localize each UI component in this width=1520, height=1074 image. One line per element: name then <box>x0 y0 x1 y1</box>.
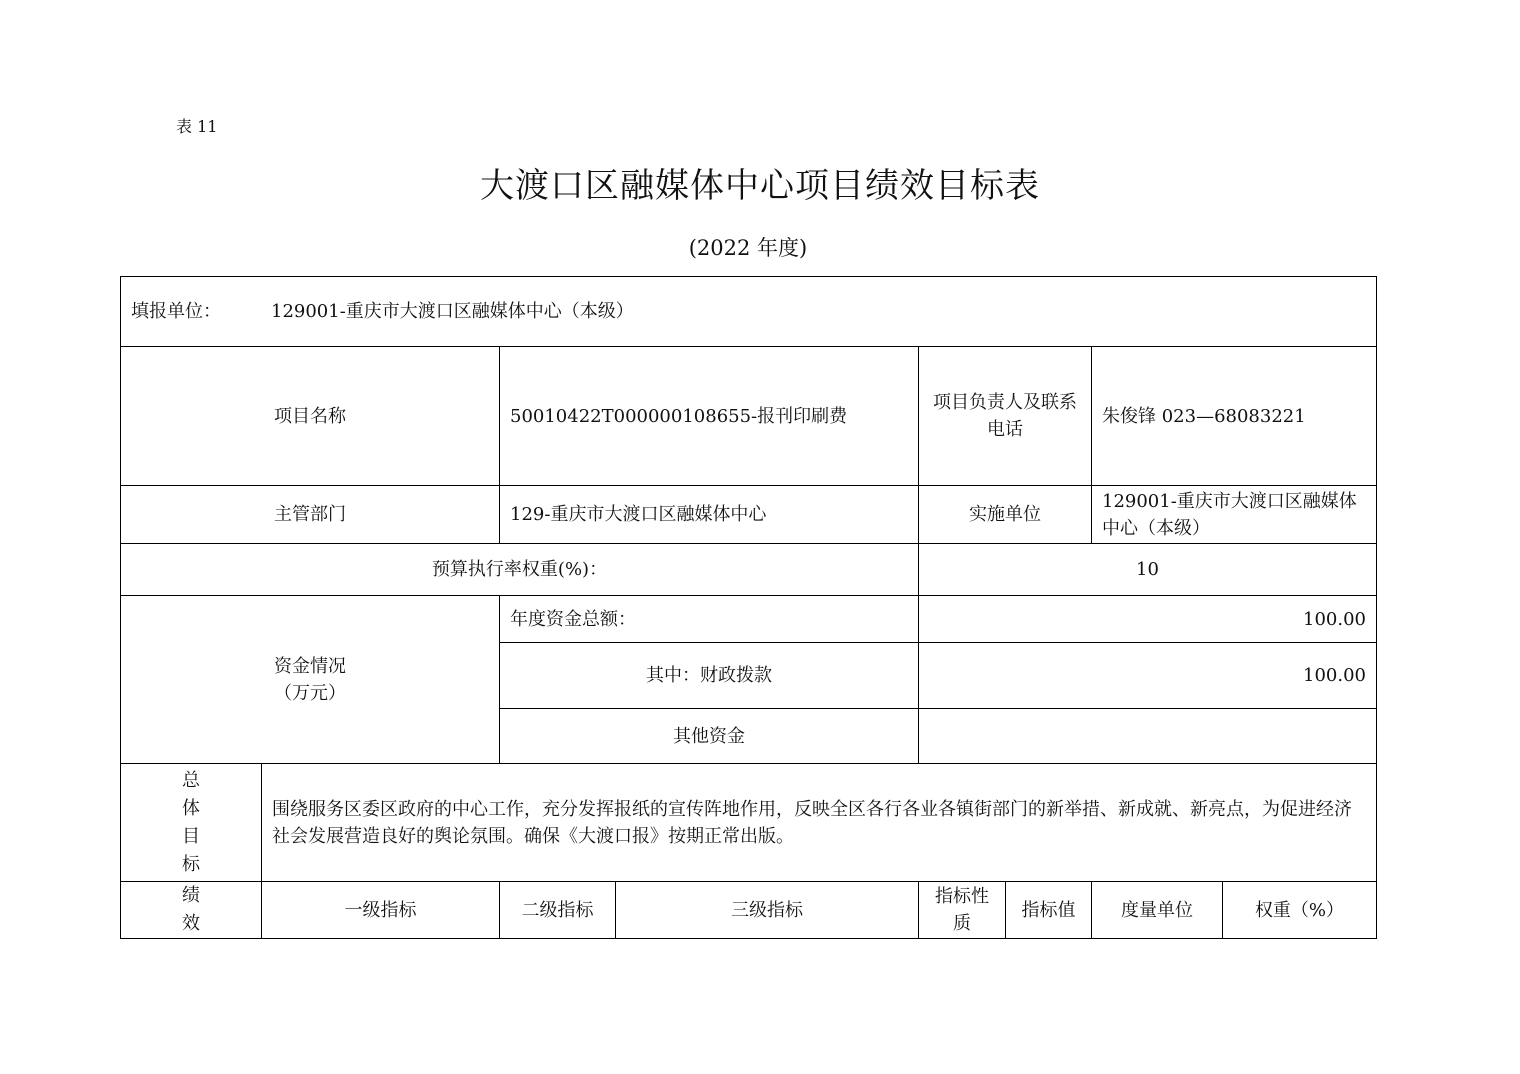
page-subtitle: (2022 年度) <box>688 236 808 260</box>
performance-table <box>120 276 1377 939</box>
budget-weight-value: 10 <box>918 543 1377 596</box>
dept-value: 129-重庆市大渡口区融媒体中心 <box>499 485 919 544</box>
goal-label <box>120 763 262 882</box>
fill-unit-label: 填报单位： <box>131 301 221 322</box>
fill-unit-value: 129001-重庆市大渡口区融媒体中心（本级） <box>271 301 634 322</box>
header-level1: 一级指标 <box>261 881 500 939</box>
header-weight: 权重（%） <box>1222 881 1377 939</box>
page-title: 大渡口区融媒体中心项目绩效目标表 <box>480 166 1040 206</box>
header-level3: 三级指标 <box>615 881 919 939</box>
fiscal-value: 100.00 <box>918 642 1377 709</box>
dept-label: 主管部门 <box>120 485 500 544</box>
goal-text: 围绕服务区委区政府的中心工作，充分发挥报纸的宣传阵地作用，反映全区各行各业各镇街部门的新举措、新成就、新亮点，为促进经济社会发展营造良好的舆论氛围。确保《大渡口报》按期正常出版。 <box>261 763 1377 882</box>
other-fund-label: 其他资金 <box>499 708 919 764</box>
goal-label-char: 标 <box>182 853 200 875</box>
fund-label-text: 资金情况（万元） <box>274 655 346 704</box>
header-level2: 二级指标 <box>499 881 616 939</box>
impl-value: 129001-重庆市大渡口区融媒体中心（本级） <box>1091 485 1377 544</box>
other-fund-value <box>918 708 1377 764</box>
annual-total-value: 100.00 <box>918 595 1377 643</box>
goal-label-char: 总 <box>182 769 200 791</box>
fiscal-label: 其中：财政拨款 <box>499 642 919 709</box>
goal-label-char: 体 <box>182 797 200 819</box>
header-unit: 度量单位 <box>1091 881 1223 939</box>
budget-weight-label: 预算执行率权重(%)： <box>120 543 919 596</box>
fund-label <box>120 595 500 764</box>
goal-label-char: 目 <box>182 825 200 847</box>
fill-unit-row <box>120 276 1377 347</box>
project-name-value: 50010422T000000108655-报刊印刷费 <box>499 346 919 486</box>
impl-label: 实施单位 <box>918 485 1092 544</box>
contact-value: 朱俊锋 023—68083221 <box>1091 346 1377 486</box>
perf-label <box>120 881 262 939</box>
perf-label-char: 绩 <box>182 885 200 906</box>
contact-label: 项目负责人及联系电话 <box>918 346 1092 486</box>
annual-total-label: 年度资金总额： <box>499 595 919 643</box>
table-number: 表 11 <box>176 117 218 136</box>
perf-label-char: 效 <box>182 913 200 934</box>
header-value: 指标值 <box>1005 881 1092 939</box>
project-name-label: 项目名称 <box>120 346 500 486</box>
header-nature: 指标性质 <box>918 881 1006 939</box>
